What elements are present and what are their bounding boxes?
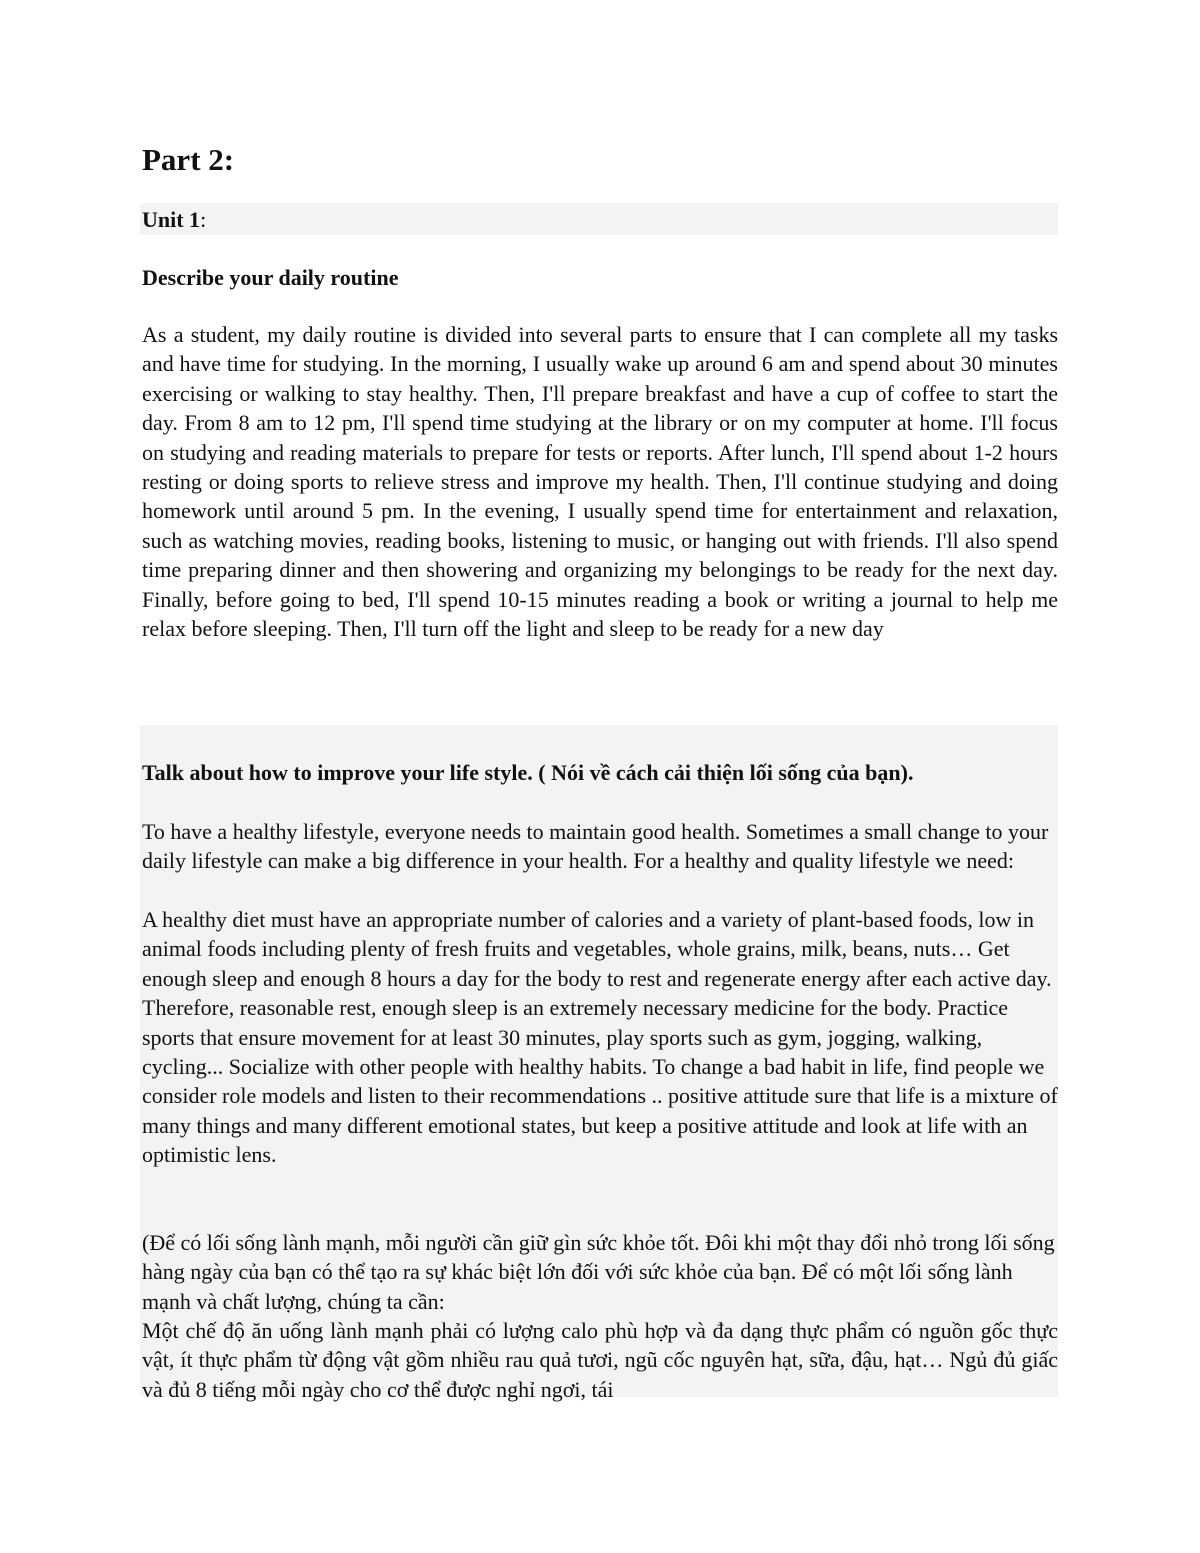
section1-paragraph: As a student, my daily routine is divided into several parts to ensure that I can complete all my tasks and have time for studying. In the morning, I usually wake up around 6 am and spend about 30 minutes exercising or walking to stay healthy. Then, I'll prepare breakfast and have a cup of coffee to start the day. From 8 am to 12 pm, I'll spend time studying at the library or on my computer at home. I'll focus on studying and reading materials to prepare for tests or reports. After lunch, I'll spend about 1-2 hours resting or doing sports to relieve stress and improve my health. Then, I'll continue studying and doing homework until around 5 pm. In the evening, I usually spend time for entertainment and relaxation, such as watching movies, reading books, listening to music, or hanging out with friends. I'll also spend time preparing dinner and then showering and organizing my belongings to be ready for the next day. Finally, before going to bed, I'll spend 10-15 minutes reading a book or writing a journal to help me relax before sleeping. Then, I'll turn off the light and sleep to be ready for a new day <box>142 322 1058 642</box>
unit-colon: : <box>200 207 207 232</box>
part-title: Part 2: <box>142 142 235 177</box>
section2-paragraph-vi-1: (Để có lối sống lành mạnh, mỗi người cần giữ gìn sức khỏe tốt. Đôi khi một thay đổi nhỏ trong lối sống hàng ngày của bạn có thể tạo ra sự khác biệt lớn đối với sức khỏe của bạn. Để có một lối sống lành mạnh và chất lượng, chúng ta cần: <box>142 1230 1055 1314</box>
section1-heading: Describe your daily routine <box>142 265 399 290</box>
unit-title <box>142 205 206 235</box>
unit-label: Unit 1 <box>142 207 201 232</box>
unit-highlight-bar <box>140 203 1058 235</box>
section2-heading: Talk about how to improve your life style. ( Nói về cách cải thiện lối sống của bạn). <box>142 760 914 785</box>
section2-paragraph-en-1: To have a healthy lifestyle, everyone needs to maintain good health. Sometimes a small change to your daily lifestyle can make a big difference in your health. For a healthy and quality lifestyle we need: <box>142 819 1049 874</box>
section2-paragraph-vi-2: Một chế độ ăn uống lành mạnh phải có lượng calo phù hợp và đa dạng thực phẩm có nguồn gốc thực vật, ít thực phẩm từ động vật gồm nhiều rau quả tươi, ngũ cốc nguyên hạt, sữa, đậu, hạt… Ngủ đủ giấc và đủ 8 tiếng mỗi ngày cho cơ thể được nghỉ ngơi, tái <box>142 1318 1058 1402</box>
section2-paragraph-en-2: A healthy diet must have an appropriate number of calories and a variety of plant-based foods, low in animal foods including plenty of fresh fruits and vegetables, whole grains, milk, beans, nuts… Get enough sleep and enough 8 hours a day for the body to rest and regenerate energy after each active day. Therefore, reasonable rest, enough sleep is an extremely necessary medicine for the body. Practice sports that ensure movement for at least 30 minutes, play sports such as gym, jogging, walking, cycling... Socialize with other people with healthy habits. To change a bad habit in life, find people we consider role models and listen to their recommendations .. positive attitude sure that life is a mixture of many things and many different emotional states, but keep a positive attitude and look at life with an optimistic lens. <box>142 907 1058 1168</box>
